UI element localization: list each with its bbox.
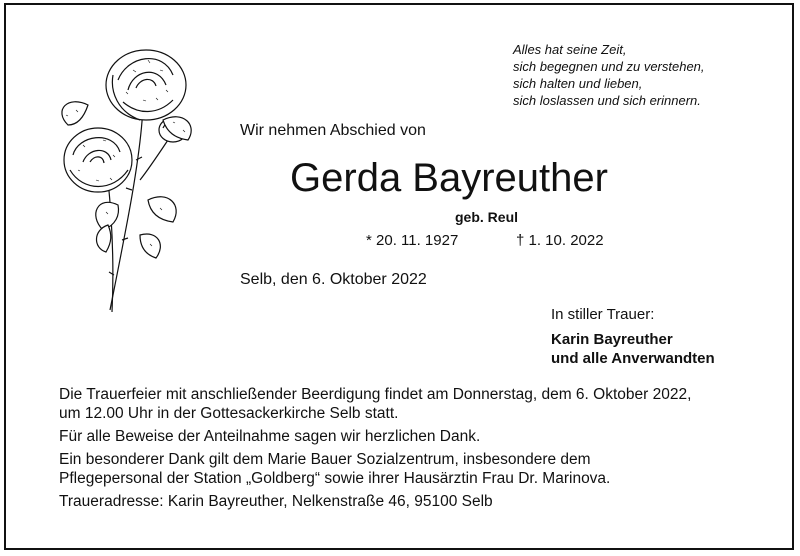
body-line: Pflegepersonal der Station „Goldberg“ sowie ihrer Hausärztin Frau Dr. Marinova.	[59, 470, 611, 487]
mourners-heading: In stiller Trauer:	[551, 306, 655, 323]
place-date: Selb, den 6. Oktober 2022	[240, 271, 427, 288]
motto-line: Alles hat seine Zeit,	[513, 42, 627, 57]
maiden-name: geb. Reul	[455, 209, 519, 225]
motto-line: sich loslassen und sich erinnern.	[513, 93, 701, 108]
mourner-name: Karin Bayreuther	[551, 331, 673, 348]
motto-line: sich halten und lieben,	[513, 76, 643, 91]
birth-date: * 20. 11. 1927	[366, 232, 459, 249]
body-line: Traueradresse: Karin Bayreuther, Nelkenstraße 46, 95100 Selb	[59, 493, 493, 510]
body-line: Ein besonderer Dank gilt dem Marie Bauer Sozialzentrum, insbesondere dem	[59, 451, 591, 468]
death-date: † 1. 10. 2022	[516, 232, 604, 249]
mourners-names	[551, 330, 715, 368]
body-line: Für alle Beweise der Anteilnahme sagen wir herzlichen Dank.	[59, 428, 481, 445]
mourner-name: und alle Anverwandten	[551, 350, 715, 367]
intro-text: Wir nehmen Abschied von	[240, 122, 426, 139]
body-line: um 12.00 Uhr in der Gottesackerkirche Selb statt.	[59, 405, 399, 422]
motto	[513, 41, 705, 109]
body-line: Die Trauerfeier mit anschließender Beerdigung findet am Donnerstag, dem 6. Oktober 2022,	[59, 386, 692, 403]
motto-line: sich begegnen und zu verstehen,	[513, 59, 705, 74]
deceased-name: Gerda Bayreuther	[290, 156, 608, 200]
notice-body	[59, 385, 691, 515]
